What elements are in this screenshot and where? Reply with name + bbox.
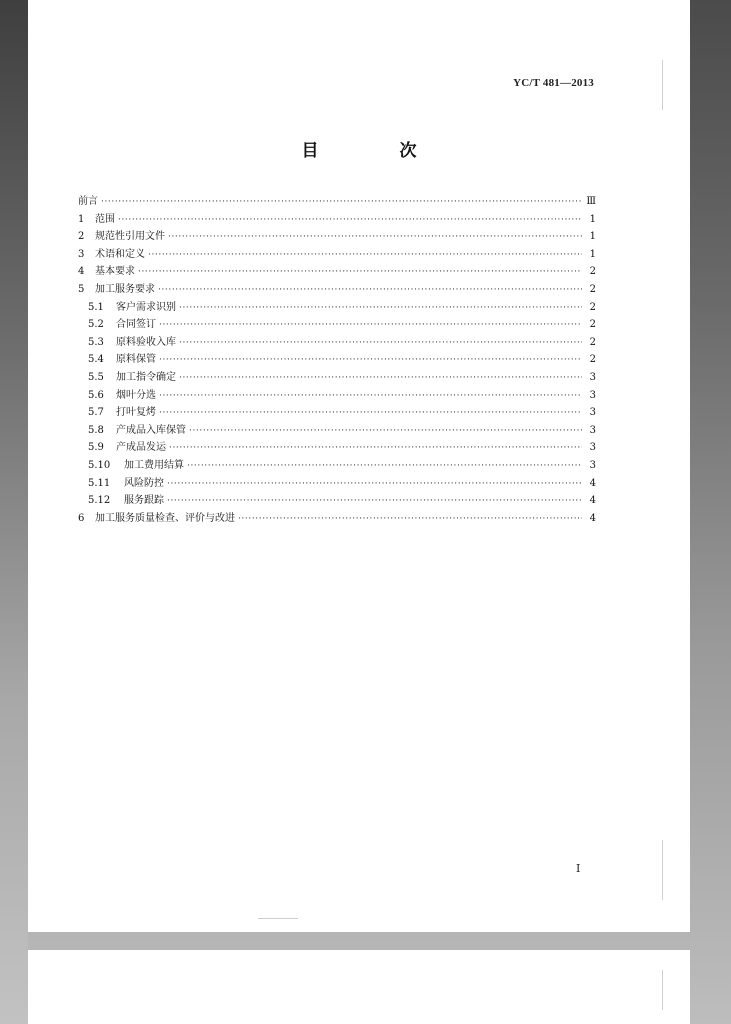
scan-artifact	[662, 60, 663, 110]
toc-entry-number: 6	[78, 512, 85, 524]
toc-entry-page: 1	[589, 231, 596, 243]
toc-entry-number: 5.5	[88, 371, 104, 383]
toc-entry-number: 5.9	[88, 442, 104, 454]
toc-entry-page: 3	[589, 389, 596, 401]
toc-entry[interactable]	[78, 192, 596, 210]
scan-artifact	[662, 840, 663, 900]
toc-entry-label: 客户需求识别	[116, 301, 176, 313]
toc-entry-page: 4	[589, 477, 596, 489]
toc-entry-page: 4	[589, 495, 596, 507]
toc-leader-dots	[187, 461, 582, 471]
toc-leader-dots	[101, 197, 582, 207]
toc-leader-dots	[148, 250, 582, 260]
toc-entry-label: 基本要求	[95, 266, 135, 278]
toc-entry-number: 2	[78, 231, 85, 243]
toc-entry-label: 范围	[95, 213, 115, 225]
toc-subentry[interactable]	[78, 315, 596, 333]
toc-leader-dots	[169, 443, 582, 453]
toc-entry-number: 5.8	[88, 424, 104, 436]
toc-entry-number: 5.6	[88, 389, 104, 401]
toc-entry-page: Ⅲ	[586, 196, 596, 207]
toc-entry-page: 2	[589, 336, 596, 348]
toc-leader-dots	[159, 391, 582, 401]
toc-entry-label: 加工费用结算	[124, 459, 184, 471]
toc-entry-number: 5.1	[88, 301, 104, 313]
toc-leader-dots	[159, 355, 582, 365]
toc-entry-page: 3	[589, 371, 596, 383]
toc-subentry[interactable]	[78, 491, 596, 509]
toc-entry-page: 3	[589, 424, 596, 436]
toc-entry-number: 5.10	[88, 459, 111, 471]
toc-entry-label: 加工指令确定	[116, 371, 176, 383]
toc-entry[interactable]	[78, 262, 596, 280]
toc-entry-page: 3	[589, 442, 596, 454]
toc-entry-page: 2	[589, 319, 596, 331]
toc-subentry[interactable]	[78, 421, 596, 439]
toc-entry-label: 服务跟踪	[124, 495, 164, 507]
toc-subentry[interactable]	[78, 403, 596, 421]
toc-subentry[interactable]	[78, 386, 596, 404]
toc-leader-dots	[158, 285, 582, 295]
toc-leader-dots	[159, 408, 582, 418]
toc-leader-dots	[118, 215, 582, 225]
toc-entry-number: 5.3	[88, 336, 104, 348]
toc-leader-dots	[179, 373, 582, 383]
toc-entry-number: 5.4	[88, 354, 104, 366]
toc-entry-label: 产成品入库保管	[116, 424, 186, 436]
toc-entry-page: 2	[589, 354, 596, 366]
scan-artifact	[662, 970, 663, 1010]
toc-entry-page: 4	[589, 512, 596, 524]
toc-entry-number: 4	[78, 266, 85, 278]
toc-leader-dots	[168, 232, 582, 242]
toc-entry-label: 术语和定义	[95, 248, 145, 260]
document-page	[28, 0, 690, 932]
toc-leader-dots	[238, 514, 582, 524]
toc-leader-dots	[159, 320, 582, 330]
toc-subentry[interactable]	[78, 350, 596, 368]
toc-entry-label: 原料保管	[116, 354, 156, 366]
toc-entry-label: 风险防控	[124, 477, 164, 489]
toc-subentry[interactable]	[78, 474, 596, 492]
toc-subentry[interactable]	[78, 298, 596, 316]
toc-entry-label: 烟叶分选	[116, 389, 156, 401]
toc-entry[interactable]	[78, 280, 596, 298]
toc-entry-page: 1	[589, 213, 596, 225]
page-number: I	[576, 862, 581, 875]
toc-entry-page: 3	[589, 459, 596, 471]
toc-entry[interactable]	[78, 509, 596, 527]
toc-entry[interactable]	[78, 227, 596, 245]
toc-subentry[interactable]	[78, 456, 596, 474]
toc-entry-number: 1	[78, 213, 85, 225]
toc-subentry[interactable]	[78, 333, 596, 351]
toc-entry-label: 加工服务质量检查、评价与改进	[95, 512, 235, 524]
toc-entry[interactable]	[78, 210, 596, 228]
toc-entry-number: 5.11	[88, 477, 111, 489]
toc-entry-label: 加工服务要求	[95, 283, 155, 295]
toc-leader-dots	[138, 267, 582, 277]
table-of-contents	[78, 192, 596, 526]
toc-entry-label: 合同签订	[116, 319, 156, 331]
toc-entry-label: 打叶复烤	[116, 407, 156, 419]
toc-leader-dots	[179, 303, 582, 313]
toc-entry-page: 2	[589, 283, 596, 295]
toc-entry-label: 规范性引用文件	[95, 231, 165, 243]
toc-entry-number: 5.2	[88, 319, 104, 331]
toc-leader-dots	[189, 426, 582, 436]
toc-entry-page: 2	[589, 301, 596, 313]
toc-entry-label: 前言	[78, 196, 98, 207]
toc-entry-page: 1	[589, 248, 596, 260]
toc-entry-number: 5.12	[88, 495, 111, 507]
toc-entry-number: 5.7	[88, 407, 104, 419]
toc-entry-number: 3	[78, 248, 85, 260]
scan-background-left	[0, 0, 28, 1024]
toc-title: 目 次	[301, 141, 449, 161]
toc-subentry[interactable]	[78, 438, 596, 456]
toc-leader-dots	[167, 479, 582, 489]
toc-entry-number: 5	[78, 283, 85, 295]
standard-code: YC/T 481—2013	[513, 77, 594, 89]
toc-entry-page: 2	[589, 266, 596, 278]
toc-leader-dots	[167, 496, 582, 506]
toc-entry-label: 原料验收入库	[116, 336, 176, 348]
toc-entry-label: 产成品发运	[116, 442, 166, 454]
scan-artifact	[258, 918, 298, 919]
toc-entry-page: 3	[589, 407, 596, 419]
toc-leader-dots	[179, 338, 582, 348]
next-document-page	[28, 950, 690, 1024]
toc-entry[interactable]	[78, 245, 596, 263]
toc-subentry[interactable]	[78, 368, 596, 386]
